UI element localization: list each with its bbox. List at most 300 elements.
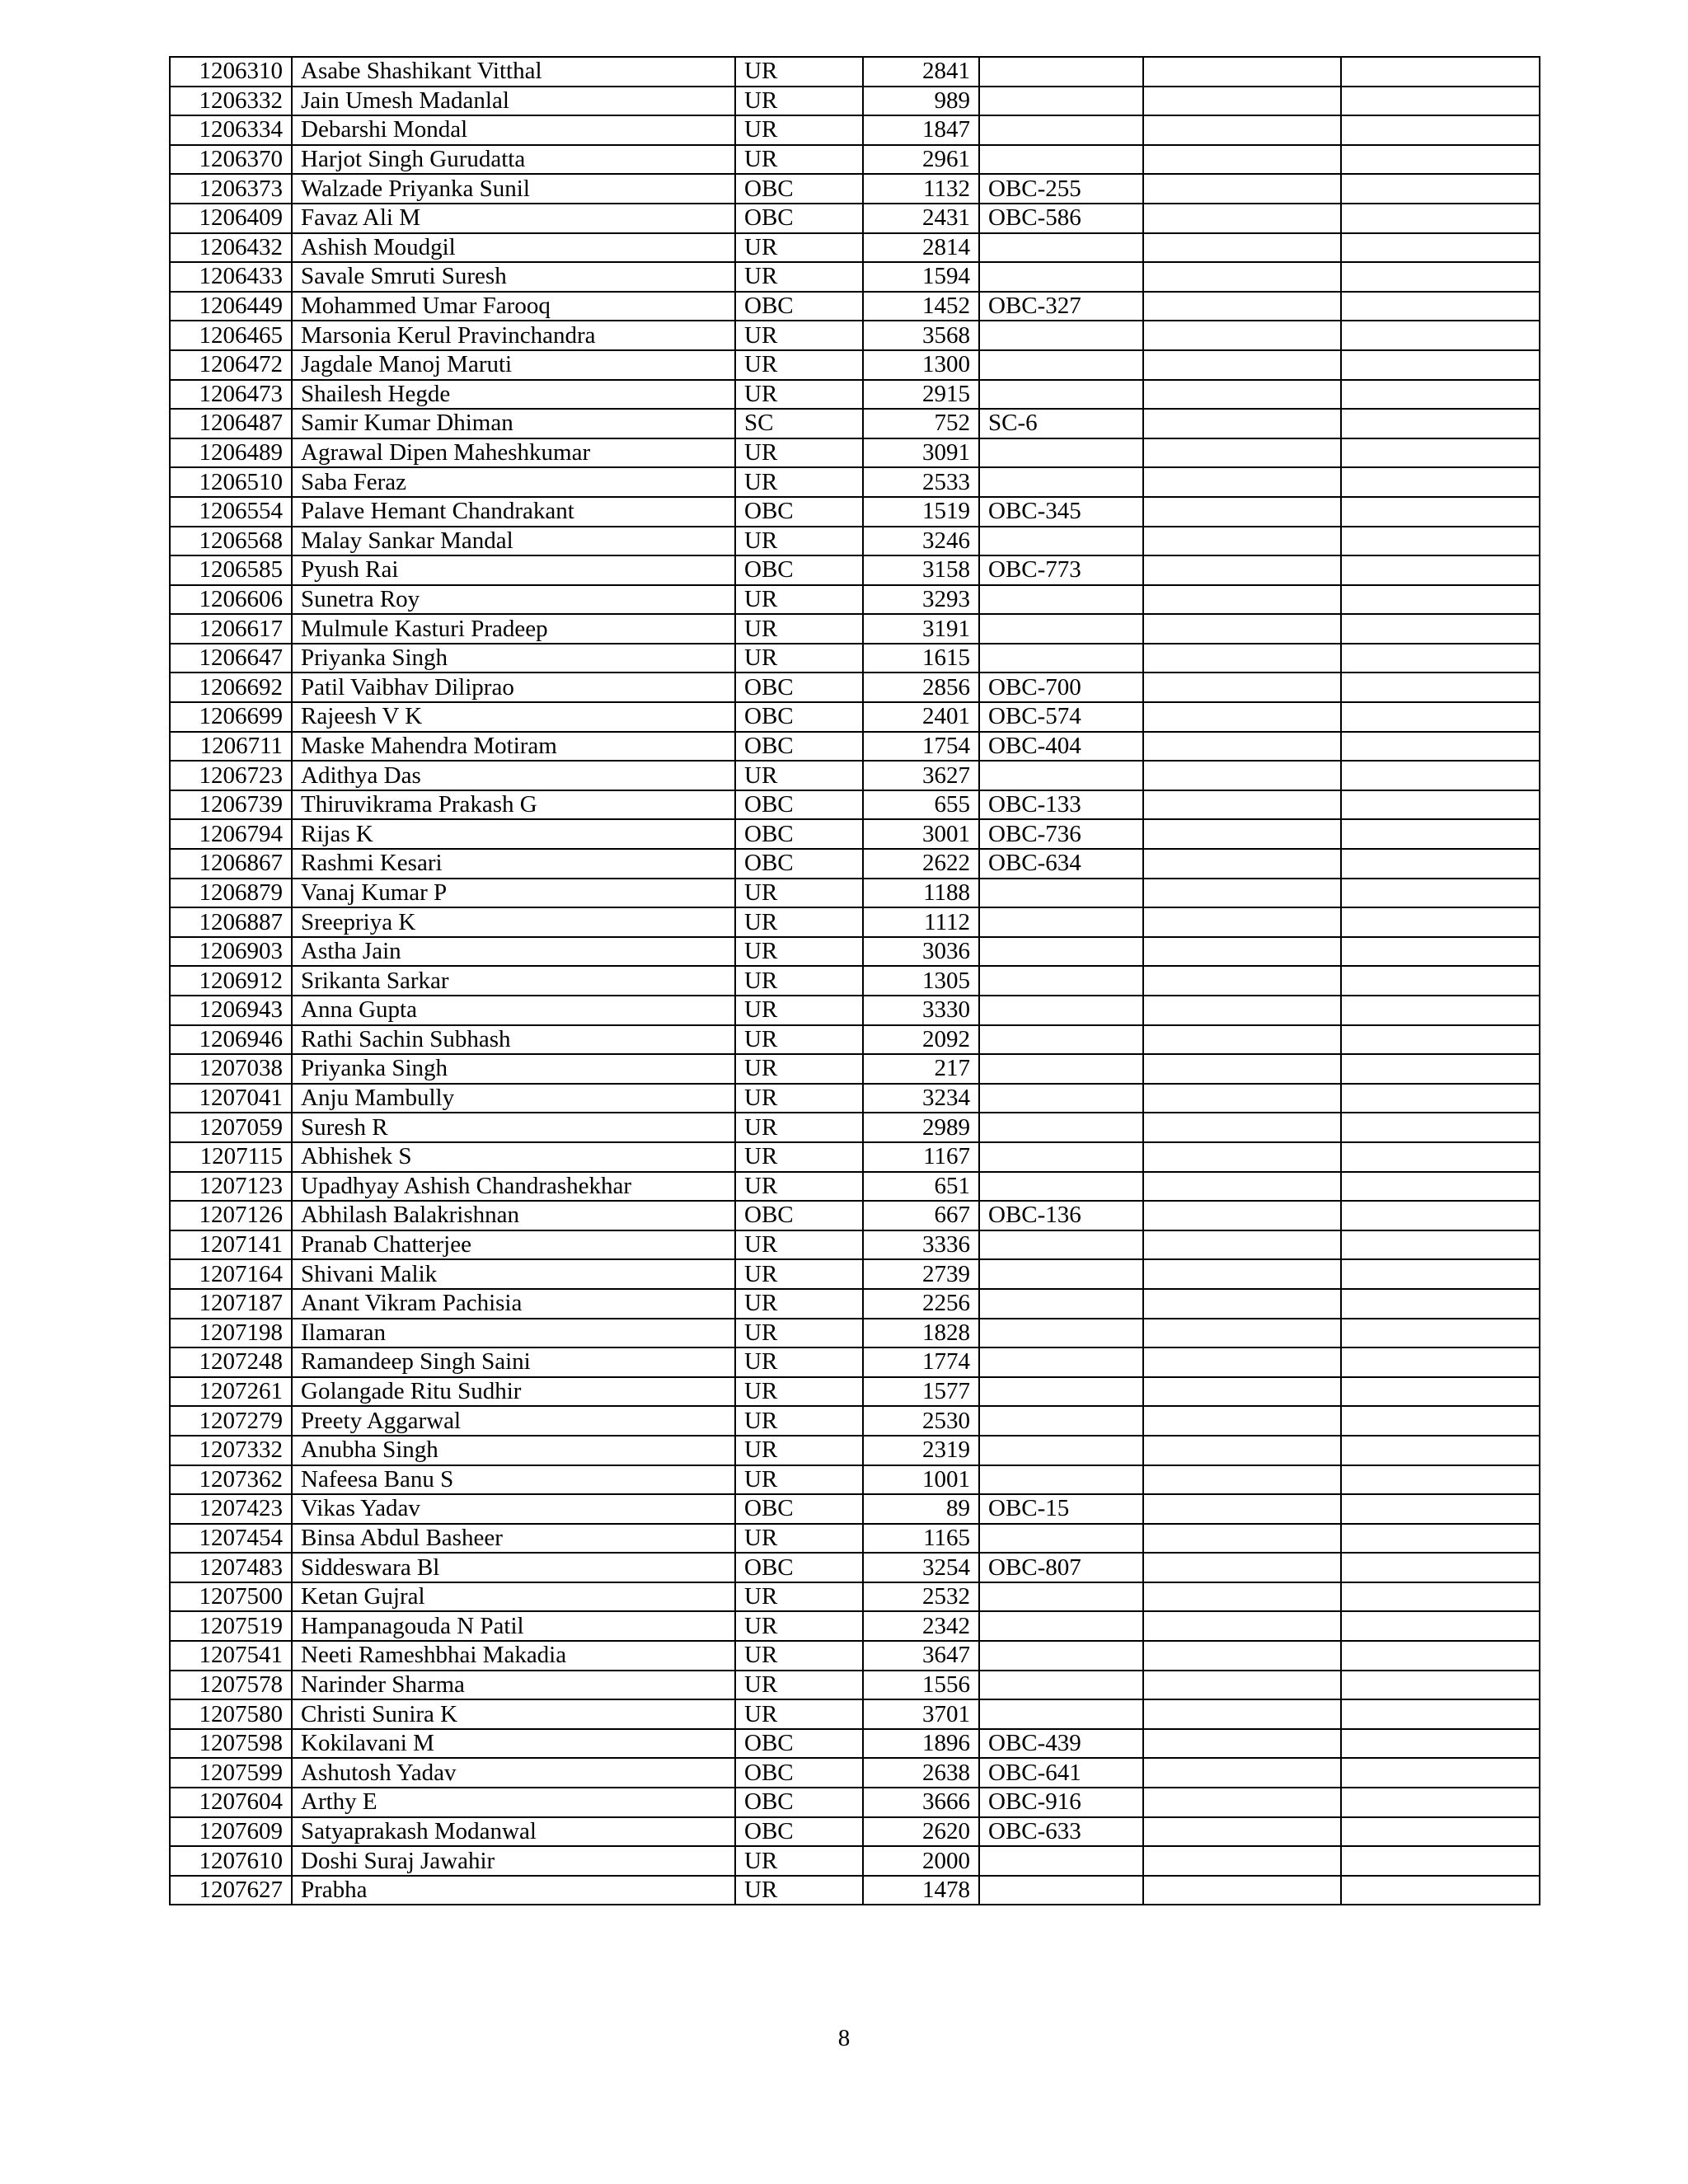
rank-cell: 1001: [863, 1465, 979, 1495]
empty-cell: [1143, 1172, 1341, 1202]
rank-cell: 2342: [863, 1611, 979, 1641]
candidate-name-cell: Narinder Sharma: [292, 1671, 735, 1700]
rank-cell: 3091: [863, 438, 979, 468]
category-cell: OBC: [735, 1729, 863, 1759]
category-cell: UR: [735, 1406, 863, 1436]
candidate-name-cell: Shailesh Hegde: [292, 380, 735, 410]
category-cell: UR: [735, 966, 863, 996]
category-cell: OBC: [735, 849, 863, 879]
category-rank-cell: OBC-916: [979, 1788, 1143, 1817]
category-rank-cell: OBC-404: [979, 732, 1143, 762]
rank-cell: 3330: [863, 996, 979, 1025]
roll-number-cell: 1206711: [170, 732, 292, 762]
rank-cell: 2915: [863, 380, 979, 410]
category-rank-cell: [979, 87, 1143, 116]
table-row: [170, 1553, 1540, 1582]
candidate-name-cell: Mulmule Kasturi Pradeep: [292, 614, 735, 644]
candidate-name-cell: Savale Smruti Suresh: [292, 262, 735, 292]
roll-number-cell: 1207519: [170, 1611, 292, 1641]
empty-cell: [1341, 585, 1540, 615]
table-row: [170, 438, 1540, 468]
candidate-name-cell: Ketan Gujral: [292, 1582, 735, 1612]
category-rank-cell: [979, 1230, 1143, 1260]
category-rank-cell: [979, 937, 1143, 967]
roll-number-cell: 1207038: [170, 1054, 292, 1084]
table-row: [170, 1377, 1540, 1407]
roll-number-cell: 1206794: [170, 819, 292, 849]
empty-cell: [1341, 1113, 1540, 1142]
category-cell: UR: [735, 350, 863, 380]
empty-cell: [1143, 87, 1341, 116]
empty-cell: [1341, 1671, 1540, 1700]
table-row: [170, 585, 1540, 615]
category-rank-cell: [979, 1699, 1143, 1729]
empty-cell: [1341, 115, 1540, 145]
rank-cell: 2533: [863, 467, 979, 497]
rank-cell: 651: [863, 1172, 979, 1202]
empty-cell: [1143, 1729, 1341, 1759]
category-rank-cell: OBC-641: [979, 1758, 1143, 1788]
category-rank-cell: OBC-700: [979, 673, 1143, 702]
roll-number-cell: 1206617: [170, 614, 292, 644]
roll-number-cell: 1207115: [170, 1142, 292, 1172]
empty-cell: [1143, 497, 1341, 527]
candidate-name-cell: Asabe Shashikant Vitthal: [292, 57, 735, 87]
category-cell: UR: [735, 1172, 863, 1202]
empty-cell: [1341, 467, 1540, 497]
table-row: [170, 145, 1540, 175]
rank-cell: 2989: [863, 1113, 979, 1142]
rank-cell: 1594: [863, 262, 979, 292]
page-number: 8: [837, 2025, 851, 2051]
candidate-name-cell: Anubha Singh: [292, 1436, 735, 1465]
rank-cell: 1478: [863, 1876, 979, 1905]
rank-cell: 3701: [863, 1699, 979, 1729]
rank-cell: 1165: [863, 1524, 979, 1554]
empty-cell: [1143, 1142, 1341, 1172]
empty-cell: [1143, 409, 1341, 438]
table-row: [170, 819, 1540, 849]
roll-number-cell: 1206510: [170, 467, 292, 497]
category-cell: UR: [735, 907, 863, 937]
candidate-name-cell: Ashutosh Yadav: [292, 1758, 735, 1788]
rank-cell: 667: [863, 1201, 979, 1230]
candidate-name-cell: Rathi Sachin Subhash: [292, 1025, 735, 1055]
category-rank-cell: OBC-136: [979, 1201, 1143, 1230]
empty-cell: [1341, 966, 1540, 996]
empty-cell: [1143, 1436, 1341, 1465]
rank-cell: 2856: [863, 673, 979, 702]
empty-cell: [1341, 673, 1540, 702]
rank-cell: 2092: [863, 1025, 979, 1055]
roll-number-cell: 1206489: [170, 438, 292, 468]
category-rank-cell: [979, 233, 1143, 263]
roll-number-cell: 1206699: [170, 702, 292, 732]
empty-cell: [1143, 1494, 1341, 1524]
category-rank-cell: [979, 1406, 1143, 1436]
empty-cell: [1143, 1230, 1341, 1260]
category-cell: UR: [735, 1230, 863, 1260]
category-cell: UR: [735, 1054, 863, 1084]
table-row: [170, 1436, 1540, 1465]
empty-cell: [1143, 996, 1341, 1025]
category-cell: UR: [735, 1524, 863, 1554]
table-row: [170, 1876, 1540, 1905]
empty-cell: [1341, 87, 1540, 116]
category-cell: OBC: [735, 1201, 863, 1230]
roll-number-cell: 1206465: [170, 321, 292, 350]
table-row: [170, 907, 1540, 937]
empty-cell: [1341, 790, 1540, 820]
rank-cell: 3293: [863, 585, 979, 615]
rank-cell: 2530: [863, 1406, 979, 1436]
candidate-name-cell: Abhishek S: [292, 1142, 735, 1172]
candidate-name-cell: Priyanka Singh: [292, 644, 735, 673]
category-cell: UR: [735, 937, 863, 967]
table-row: [170, 1172, 1540, 1202]
category-rank-cell: [979, 1582, 1143, 1612]
candidate-name-cell: Doshi Suraj Jawahir: [292, 1846, 735, 1876]
rank-cell: 1828: [863, 1319, 979, 1348]
empty-cell: [1341, 1289, 1540, 1319]
empty-cell: [1341, 1406, 1540, 1436]
table-row: [170, 1289, 1540, 1319]
empty-cell: [1143, 1524, 1341, 1554]
category-rank-cell: OBC-439: [979, 1729, 1143, 1759]
empty-cell: [1341, 555, 1540, 585]
category-cell: UR: [735, 145, 863, 175]
candidate-name-cell: Prabha: [292, 1876, 735, 1905]
empty-cell: [1341, 1817, 1540, 1847]
candidate-name-cell: Kokilavani M: [292, 1729, 735, 1759]
category-cell: UR: [735, 262, 863, 292]
category-rank-cell: [979, 1465, 1143, 1495]
empty-cell: [1143, 879, 1341, 908]
roll-number-cell: 1206568: [170, 527, 292, 556]
roll-number-cell: 1206473: [170, 380, 292, 410]
table-row: [170, 115, 1540, 145]
table-row: [170, 702, 1540, 732]
candidate-name-cell: Nafeesa Banu S: [292, 1465, 735, 1495]
category-rank-cell: OBC-255: [979, 174, 1143, 204]
table-row: [170, 57, 1540, 87]
table-row: [170, 467, 1540, 497]
empty-cell: [1341, 1641, 1540, 1671]
empty-cell: [1341, 527, 1540, 556]
roll-number-cell: 1207578: [170, 1671, 292, 1700]
empty-cell: [1341, 57, 1540, 87]
category-cell: UR: [735, 644, 863, 673]
candidate-name-cell: Priyanka Singh: [292, 1054, 735, 1084]
empty-cell: [1341, 1494, 1540, 1524]
rank-cell: 2739: [863, 1259, 979, 1289]
table-row: [170, 1524, 1540, 1554]
candidate-name-cell: Marsonia Kerul Pravinchandra: [292, 321, 735, 350]
rank-cell: 3246: [863, 527, 979, 556]
candidate-name-cell: Arthy E: [292, 1788, 735, 1817]
candidate-name-cell: Ilamaran: [292, 1319, 735, 1348]
roll-number-cell: 1207041: [170, 1084, 292, 1113]
empty-cell: [1341, 409, 1540, 438]
empty-cell: [1341, 380, 1540, 410]
table-row: [170, 1465, 1540, 1495]
category-cell: SC: [735, 409, 863, 438]
category-rank-cell: [979, 1436, 1143, 1465]
category-cell: UR: [735, 1259, 863, 1289]
empty-cell: [1143, 115, 1341, 145]
category-cell: UR: [735, 467, 863, 497]
roll-number-cell: 1207164: [170, 1259, 292, 1289]
roll-number-cell: 1206585: [170, 555, 292, 585]
candidate-name-cell: Sunetra Roy: [292, 585, 735, 615]
category-rank-cell: [979, 115, 1143, 145]
empty-cell: [1341, 1846, 1540, 1876]
empty-cell: [1341, 1084, 1540, 1113]
candidate-name-cell: Maske Mahendra Motiram: [292, 732, 735, 762]
roll-number-cell: 1206472: [170, 350, 292, 380]
empty-cell: [1143, 1641, 1341, 1671]
roll-number-cell: 1207126: [170, 1201, 292, 1230]
table-row: [170, 204, 1540, 233]
empty-cell: [1143, 292, 1341, 321]
rank-cell: 3001: [863, 819, 979, 849]
empty-cell: [1143, 1876, 1341, 1905]
category-cell: UR: [735, 1025, 863, 1055]
roll-number-cell: 1206647: [170, 644, 292, 673]
rank-cell: 2620: [863, 1817, 979, 1847]
category-rank-cell: [979, 350, 1143, 380]
table-row: [170, 849, 1540, 879]
empty-cell: [1143, 937, 1341, 967]
table-row: [170, 996, 1540, 1025]
candidate-name-cell: Sreepriya K: [292, 907, 735, 937]
empty-cell: [1341, 262, 1540, 292]
category-rank-cell: [979, 262, 1143, 292]
category-cell: UR: [735, 233, 863, 263]
candidate-name-cell: Samir Kumar Dhiman: [292, 409, 735, 438]
empty-cell: [1143, 849, 1341, 879]
category-rank-cell: OBC-15: [979, 1494, 1143, 1524]
candidate-name-cell: Shivani Malik: [292, 1259, 735, 1289]
rank-cell: 3336: [863, 1230, 979, 1260]
candidate-name-cell: Vikas Yadav: [292, 1494, 735, 1524]
table-row: [170, 1611, 1540, 1641]
table-row: [170, 321, 1540, 350]
candidate-name-cell: Adithya Das: [292, 761, 735, 790]
roll-number-cell: 1206723: [170, 761, 292, 790]
empty-cell: [1341, 204, 1540, 233]
empty-cell: [1143, 673, 1341, 702]
roll-number-cell: 1206943: [170, 996, 292, 1025]
rank-cell: 2638: [863, 1758, 979, 1788]
empty-cell: [1341, 849, 1540, 879]
category-cell: OBC: [735, 292, 863, 321]
candidate-name-cell: Siddeswara Bl: [292, 1553, 735, 1582]
category-rank-cell: [979, 585, 1143, 615]
category-cell: OBC: [735, 790, 863, 820]
category-rank-cell: [979, 1084, 1143, 1113]
rank-cell: 1452: [863, 292, 979, 321]
category-rank-cell: [979, 996, 1143, 1025]
rank-cell: 1615: [863, 644, 979, 673]
empty-cell: [1143, 614, 1341, 644]
rank-cell: 1556: [863, 1671, 979, 1700]
empty-cell: [1143, 1699, 1341, 1729]
roll-number-cell: 1207609: [170, 1817, 292, 1847]
table-row: [170, 644, 1540, 673]
empty-cell: [1341, 1758, 1540, 1788]
roll-number-cell: 1206332: [170, 87, 292, 116]
empty-cell: [1143, 380, 1341, 410]
category-rank-cell: [979, 879, 1143, 908]
empty-cell: [1341, 1788, 1540, 1817]
category-rank-cell: [979, 907, 1143, 937]
category-rank-cell: [979, 614, 1143, 644]
table-row: [170, 1582, 1540, 1612]
category-cell: UR: [735, 1436, 863, 1465]
category-cell: UR: [735, 614, 863, 644]
category-cell: UR: [735, 1582, 863, 1612]
category-cell: OBC: [735, 673, 863, 702]
category-cell: UR: [735, 585, 863, 615]
empty-cell: [1341, 1347, 1540, 1377]
category-cell: UR: [735, 1611, 863, 1641]
empty-cell: [1341, 1054, 1540, 1084]
candidate-name-cell: Christi Sunira K: [292, 1699, 735, 1729]
table-row: [170, 1201, 1540, 1230]
empty-cell: [1341, 1465, 1540, 1495]
empty-cell: [1143, 1582, 1341, 1612]
rank-cell: 3666: [863, 1788, 979, 1817]
category-rank-cell: [979, 57, 1143, 87]
empty-cell: [1143, 966, 1341, 996]
candidate-name-cell: Satyaprakash Modanwal: [292, 1817, 735, 1847]
empty-cell: [1341, 1876, 1540, 1905]
category-rank-cell: [979, 321, 1143, 350]
candidate-name-cell: Binsa Abdul Basheer: [292, 1524, 735, 1554]
candidate-name-cell: Ramandeep Singh Saini: [292, 1347, 735, 1377]
table-row: [170, 1788, 1540, 1817]
roll-number-cell: 1206692: [170, 673, 292, 702]
table-row: [170, 1025, 1540, 1055]
roll-number-cell: 1206879: [170, 879, 292, 908]
table-row: [170, 1671, 1540, 1700]
table-row: [170, 350, 1540, 380]
rank-cell: 1188: [863, 879, 979, 908]
category-rank-cell: OBC-574: [979, 702, 1143, 732]
table-row: [170, 1758, 1540, 1788]
candidate-name-cell: Rashmi Kesari: [292, 849, 735, 879]
table-row: [170, 1729, 1540, 1759]
table-row: [170, 1084, 1540, 1113]
empty-cell: [1143, 732, 1341, 762]
empty-cell: [1341, 937, 1540, 967]
empty-cell: [1341, 702, 1540, 732]
table-row: [170, 937, 1540, 967]
empty-cell: [1143, 1025, 1341, 1055]
empty-cell: [1341, 1436, 1540, 1465]
category-cell: UR: [735, 1084, 863, 1113]
category-rank-cell: [979, 380, 1143, 410]
empty-cell: [1143, 1406, 1341, 1436]
table-row: [170, 87, 1540, 116]
empty-cell: [1143, 761, 1341, 790]
category-cell: OBC: [735, 819, 863, 849]
roll-number-cell: 1207362: [170, 1465, 292, 1495]
empty-cell: [1143, 1377, 1341, 1407]
table-row: [170, 497, 1540, 527]
roll-number-cell: 1206409: [170, 204, 292, 233]
category-rank-cell: [979, 527, 1143, 556]
rank-cell: 2319: [863, 1436, 979, 1465]
empty-cell: [1341, 1259, 1540, 1289]
roll-number-cell: 1206432: [170, 233, 292, 263]
candidate-name-cell: Upadhyay Ashish Chandrashekhar: [292, 1172, 735, 1202]
empty-cell: [1143, 1259, 1341, 1289]
category-cell: UR: [735, 1142, 863, 1172]
empty-cell: [1341, 1319, 1540, 1348]
empty-cell: [1143, 1758, 1341, 1788]
category-cell: UR: [735, 761, 863, 790]
category-rank-cell: OBC-634: [979, 849, 1143, 879]
roll-number-cell: 1206554: [170, 497, 292, 527]
table-row: [170, 409, 1540, 438]
roll-number-cell: 1206606: [170, 585, 292, 615]
empty-cell: [1143, 1319, 1341, 1348]
category-rank-cell: [979, 1025, 1143, 1055]
roll-number-cell: 1206449: [170, 292, 292, 321]
candidate-name-cell: Abhilash Balakrishnan: [292, 1201, 735, 1230]
table-row: [170, 1319, 1540, 1348]
category-rank-cell: [979, 761, 1143, 790]
category-rank-cell: [979, 1377, 1143, 1407]
roll-number-cell: 1206433: [170, 262, 292, 292]
roll-number-cell: 1207279: [170, 1406, 292, 1436]
table-row: [170, 1641, 1540, 1671]
empty-cell: [1341, 1582, 1540, 1612]
empty-cell: [1143, 233, 1341, 263]
empty-cell: [1143, 1611, 1341, 1641]
rank-cell: 1167: [863, 1142, 979, 1172]
candidate-name-cell: Ashish Moudgil: [292, 233, 735, 263]
rank-cell: 1305: [863, 966, 979, 996]
category-cell: OBC: [735, 1553, 863, 1582]
empty-cell: [1143, 907, 1341, 937]
candidate-name-cell: Anant Vikram Pachisia: [292, 1289, 735, 1319]
roll-number-cell: 1206903: [170, 937, 292, 967]
table-row: [170, 1347, 1540, 1377]
category-rank-cell: [979, 1142, 1143, 1172]
roll-number-cell: 1207483: [170, 1553, 292, 1582]
category-rank-cell: OBC-133: [979, 790, 1143, 820]
category-rank-cell: [979, 966, 1143, 996]
roll-number-cell: 1207332: [170, 1436, 292, 1465]
category-cell: UR: [735, 1113, 863, 1142]
category-cell: UR: [735, 438, 863, 468]
empty-cell: [1341, 1025, 1540, 1055]
candidate-name-cell: Anju Mambully: [292, 1084, 735, 1113]
table-row: [170, 1259, 1540, 1289]
category-cell: OBC: [735, 174, 863, 204]
rank-cell: 1112: [863, 907, 979, 937]
rank-cell: 1896: [863, 1729, 979, 1759]
empty-cell: [1143, 527, 1341, 556]
empty-cell: [1341, 1377, 1540, 1407]
category-rank-cell: [979, 1319, 1143, 1348]
category-rank-cell: [979, 145, 1143, 175]
rank-cell: 3234: [863, 1084, 979, 1113]
empty-cell: [1143, 1465, 1341, 1495]
